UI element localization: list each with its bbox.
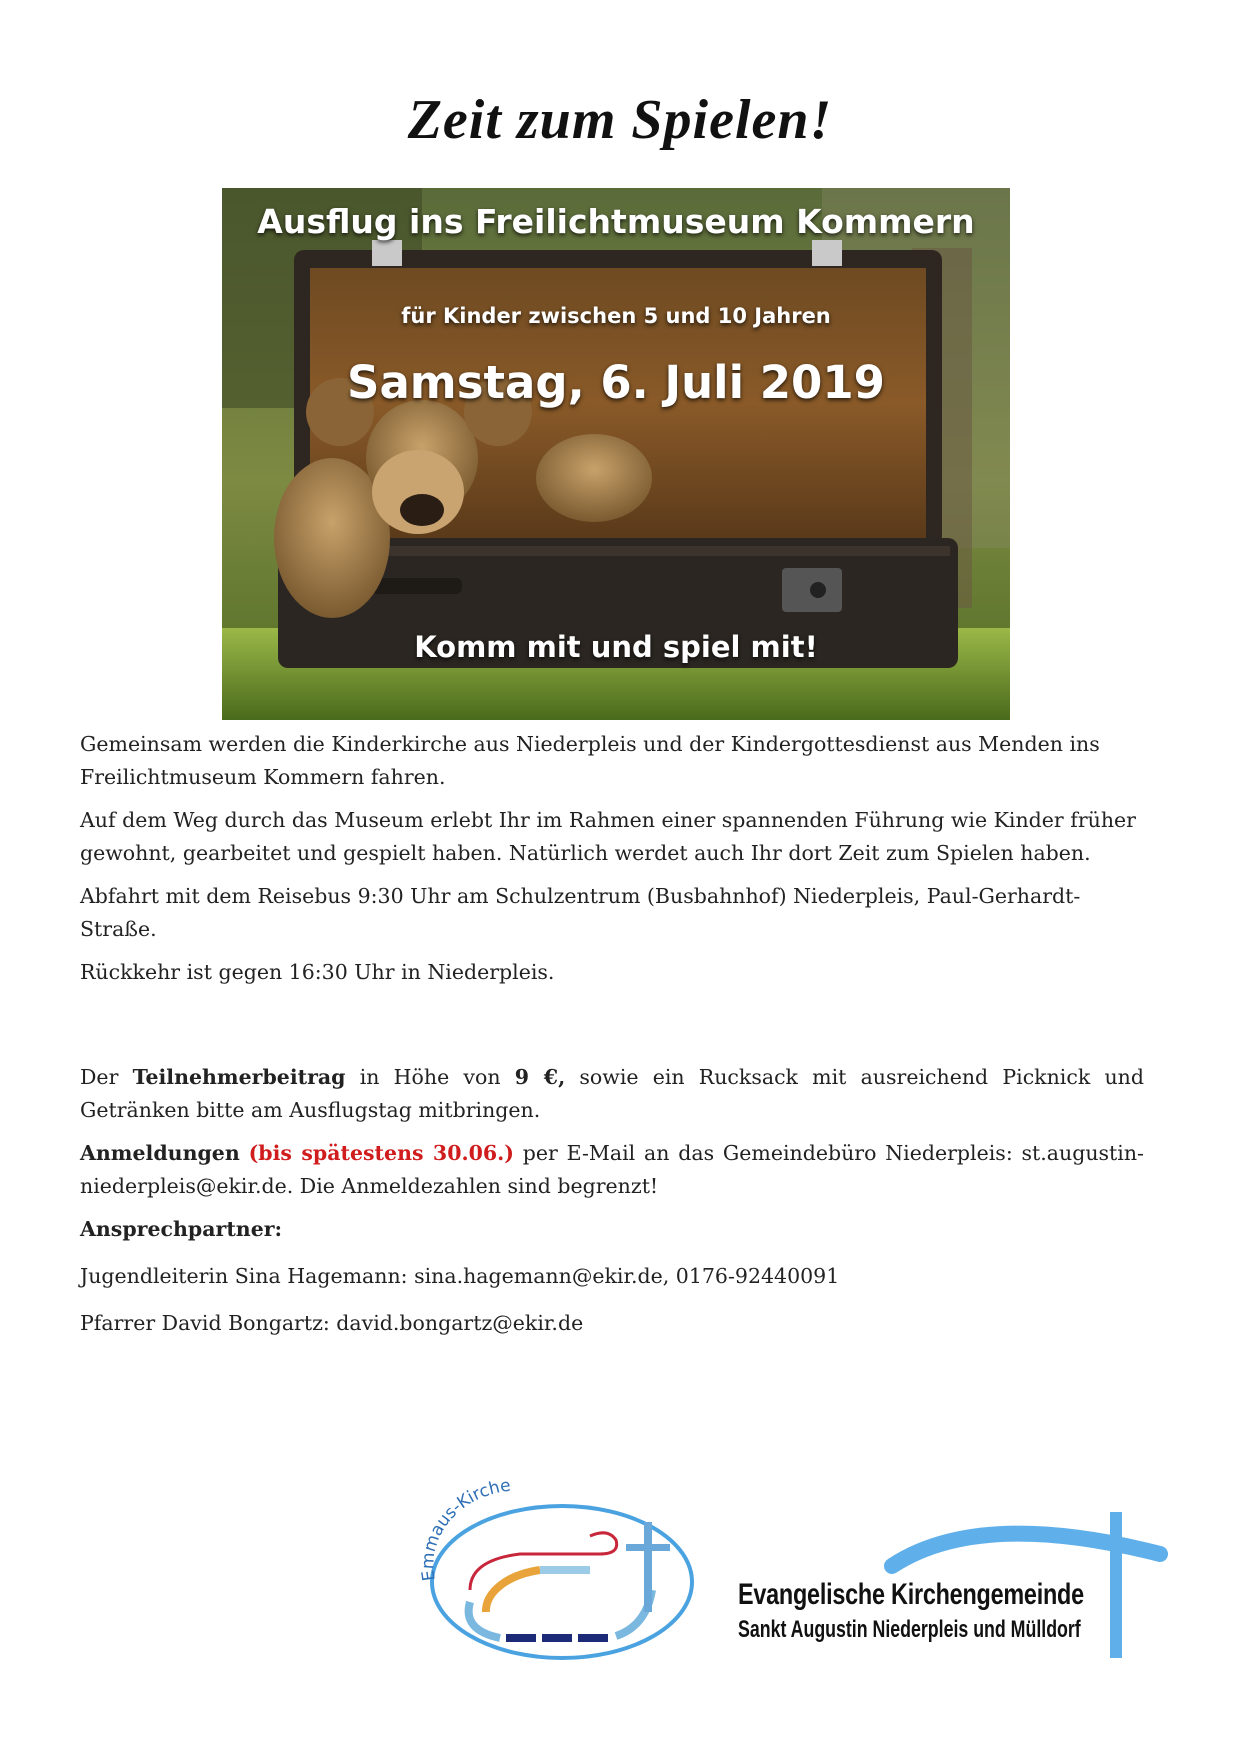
paragraph-fee [80, 1061, 1144, 1127]
registration-text: per E-Mail an das Gemeindebüro Niederpleis: st.augustin-niederpleis@ekir.de. Die Anmeldezahlen sind begrenzt! [80, 1141, 1144, 1198]
church-name: Evangelische Kirchengemeinde [738, 1578, 1084, 1611]
spacer [80, 999, 1144, 1061]
body-text [80, 728, 1144, 1350]
hero-age-range: für Kinder zwischen 5 und 10 Jahren [401, 304, 831, 328]
paragraph-return: Rückkehr ist gegen 16:30 Uhr in Niederpleis. [80, 960, 555, 984]
paragraph-departure: Abfahrt mit dem Reisebus 9:30 Uhr am Schulzentrum (Busbahnhof) Niederpleis, Paul-Gerhardt-Straße. [80, 884, 1081, 941]
contact-pastor: Pfarrer David Bongartz: david.bongartz@ekir.de [80, 1311, 584, 1335]
hero-date: Samstag, 6. Juli 2019 [347, 356, 885, 409]
hero-tagline: Komm mit und spiel mit! [414, 630, 818, 664]
emmaus-logo-text: Emmaus-Kirche [418, 1475, 512, 1583]
hero-image [222, 188, 1010, 720]
contact-youth-leader: Jugendleiterin Sina Hagemann: sina.hagemann@ekir.de, 0176-92440091 [80, 1264, 840, 1288]
fee-label: Teilnehmerbeitrag [132, 1065, 346, 1089]
paragraph-registration [80, 1137, 1144, 1203]
page-title: Zeit zum Spielen! [407, 89, 833, 151]
registration-deadline: (bis spätestens 30.06.) [248, 1141, 514, 1165]
paragraph-intro: Gemeinsam werden die Kinderkirche aus Niederpleis und der Kindergottesdienst aus Menden ins Freilichtmuseum Kommern fahren. [80, 732, 1100, 789]
registration-label: Anmeldungen [80, 1141, 240, 1165]
fee-prefix: Der [80, 1065, 133, 1089]
paragraph-tour: Auf dem Weg durch das Museum erlebt Ihr im Rahmen einer spannenden Führung wie Kinder früher gewohnt, gearbeitet und gespielt haben. Natürlich werdet auch Ihr dort Zeit zum Spielen haben. [80, 808, 1136, 865]
fee-middle: in Höhe von [345, 1065, 515, 1089]
contacts-heading: Ansprechpartner: [80, 1217, 283, 1241]
church-subtitle: Sankt Augustin Niederpleis und Mülldorf [738, 1616, 1081, 1643]
hero-headline: Ausflug ins Freilichtmuseum Kommern [257, 202, 975, 241]
fee-suffix: sowie ein Rucksack mit ausreichend Picknick und Getränken bitte am Ausflugstag mitbringen. [80, 1065, 1144, 1122]
fee-amount: 9 €, [514, 1065, 566, 1089]
